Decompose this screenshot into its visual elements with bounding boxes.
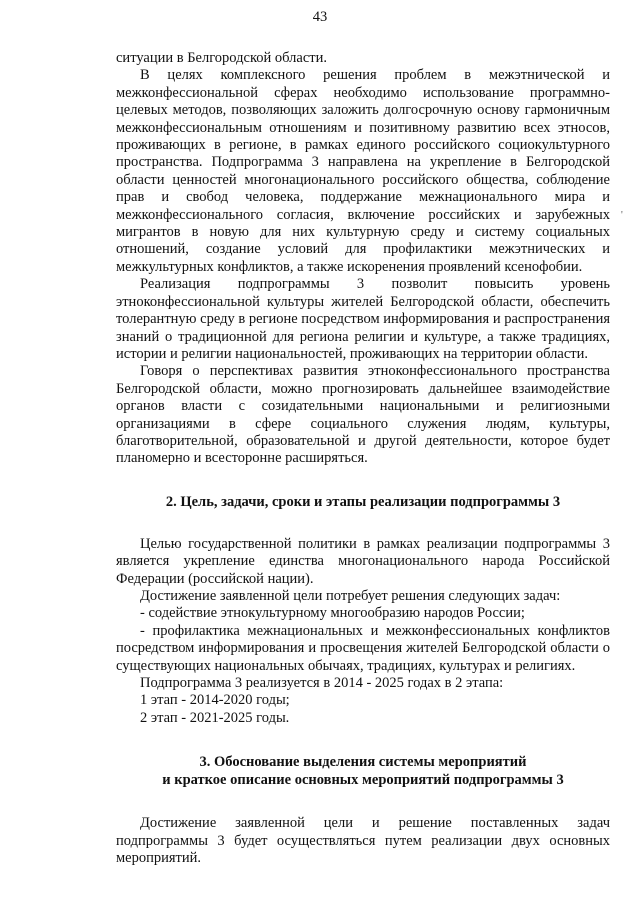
- paragraph: Целью государственной политики в рамках реализации подпрограммы 3 является укрепление единства многонационального народа Российской Федерации (российской нации).: [116, 535, 610, 587]
- page-number: 43: [312, 9, 328, 25]
- paragraph: Говоря о перспективах развития этноконфессионального пространства Белгородской области, можно прогнозировать дальнейшее взаимодействие органов власти с созидательными национальными и религиозными организациями в сфере социального служения людям, культуры, благотворительной, образовательной и другой деятельности, которое будет планомерно и всесторонне расширяться.: [116, 363, 610, 467]
- stage-item: 2 этап - 2021-2025 годы.: [140, 709, 290, 726]
- margin-mark: ': [621, 210, 623, 221]
- paragraph: В целях комплексного решения проблем в межэтнической и межконфессиональной сферах необходимо использование программно-целевых методов, позволяющих заложить долгосрочную основу гармоничным межконфессиональным отношениям и позитивному развитию всех этносов, проживающих в регионе, в рамках единого российского социокультурного пространства. Подпрограмма 3 направлена на укрепление в Белгородской области ценностей многонационального российского общества, соблюдение прав и свобод человека, поддержание межнационального мира и межконфессионального согласия, включение российских и зарубежных мигрантов в новую для них культурную среду и систему социальных отношений, создание условий для профилактики межэтнических и межкультурных конфликтов, а также искоренения проявлений ксенофобии.: [116, 67, 610, 275]
- page-content: [116, 50, 610, 867]
- section-3-heading: [116, 753, 610, 789]
- section-3-heading-line2: и краткое описание основных мероприятий подпрограммы 3: [162, 772, 564, 789]
- paragraph: Подпрограмма 3 реализуется в 2014 - 2025 годах в 2 этапа:: [140, 675, 504, 691]
- paragraph: Достижение заявленной цели потребует решения следующих задач:: [140, 587, 561, 604]
- stage-item: 1 этап - 2014-2020 годы;: [140, 692, 290, 709]
- task-item: - содействие этнокультурному многообразию народов России;: [140, 605, 525, 622]
- task-item: - профилактика межнациональных и межконфессиональных конфликтов посредством информирования и просвещения жителей Белгородской области о существующих национальных обычаях, традициях, культурах и религиях.: [116, 622, 610, 674]
- paragraph: Достижение заявленной цели и решение поставленных задач подпрограммы 3 будет осуществляться путем реализации двух основных мероприятий.: [116, 815, 610, 867]
- section-3-heading-line1: 3. Обоснование выделения системы мероприятий: [199, 754, 527, 771]
- paragraph: ситуации в Белгородской области.: [116, 50, 327, 66]
- paragraph: Реализация подпрограммы 3 позволит повысить уровень этноконфессиональной культуры жителей Белгородской области, обеспечить толерантную среду в регионе посредством информирования и распространения знаний о традиционной для региона религии и культуре, а также традициях, истории и религии национальностей, проживающих на территории области.: [116, 276, 610, 362]
- section-2-heading: 2. Цель, задачи, сроки и этапы реализации подпрограммы 3: [165, 493, 561, 510]
